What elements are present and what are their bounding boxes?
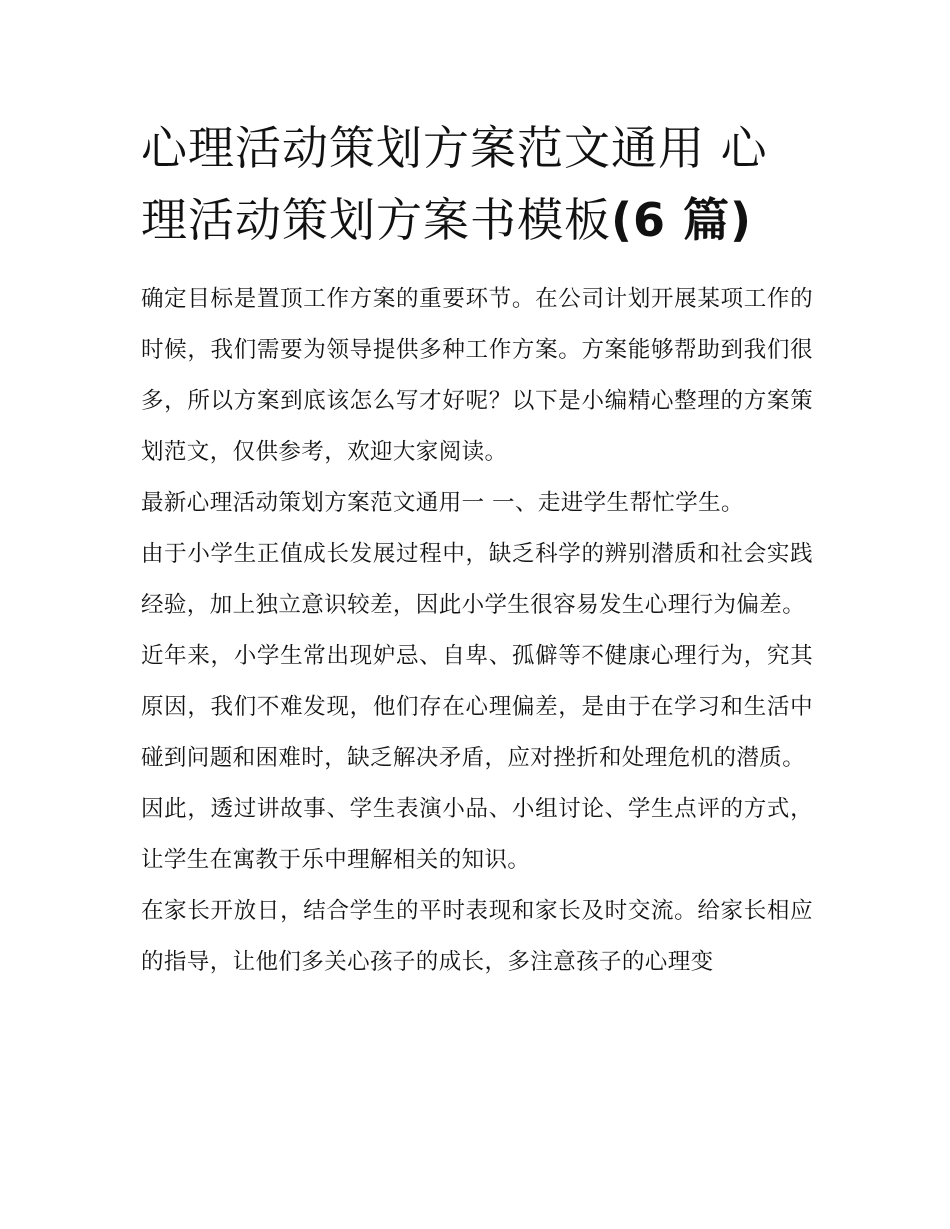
document-title xyxy=(141,112,813,256)
document-title-suffix: (6 篇) xyxy=(611,193,753,247)
body-paragraph: 最新心理活动策划方案范文通用一 一、走进学生帮忙学生。 xyxy=(141,490,744,516)
body-paragraph: 在家长开放日，结合学生的平时表现和家长及时交流。给家长相应的指导，让他们多关心孩子的成长，多注意孩子的心理变 xyxy=(141,898,813,975)
document-body xyxy=(141,274,813,988)
body-paragraph: 因此，透过讲故事、学生表演小品、小组讨论、学生点评的方式，让学生在寓教于乐中理解相关的知识。 xyxy=(141,796,813,873)
document-title-main: 心理活动策划方案范文通用 心理活动策划方案书模板 xyxy=(141,121,768,247)
body-paragraph: 确定目标是置顶工作方案的重要环节。在公司计划开展某项工作的时候，我们需要为领导提供多种工作方案。方案能够帮助到我们很多，所以方案到底该怎么写才好呢？以下是小编精心整理的方案策划范文，仅供参考，欢迎大家阅读。 xyxy=(141,286,813,465)
document-content xyxy=(141,112,813,988)
body-paragraph: 近年来，小学生常出现妒忌、自卑、孤僻等不健康心理行为，究其原因，我们不难发现，他们存在心理偏差，是由于在学习和生活中碰到问题和困难时，缺乏解决矛盾，应对挫折和处理危机的潜质。 xyxy=(141,643,813,771)
body-paragraph: 由于小学生正值成长发展过程中，缺乏科学的辨别潜质和社会实践经验，加上独立意识较差，因此小学生很容易发生心理行为偏差。 xyxy=(141,541,813,618)
